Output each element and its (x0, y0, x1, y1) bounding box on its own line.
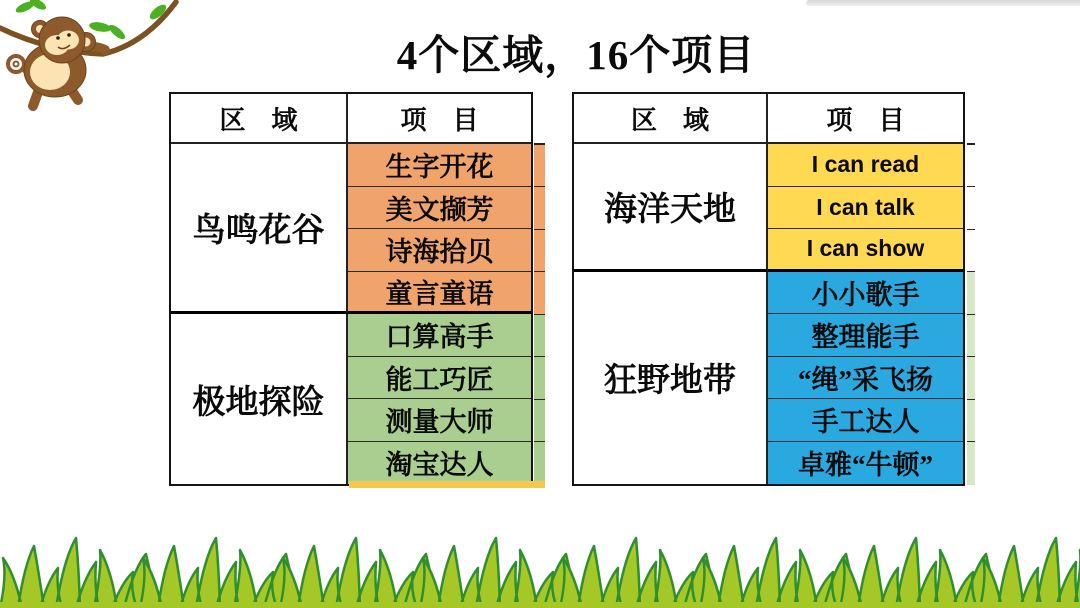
right-area-column-header: 区 域 (574, 94, 768, 144)
area-cell-kuangye: 狂野地带 (574, 272, 768, 485)
area-cell-niaoming: 鸟鸣花谷 (171, 144, 348, 314)
scrollbar-fragment (806, 0, 1080, 6)
cropped-yellow-row-strip (349, 481, 545, 488)
project-cell: 童言童语 (348, 272, 531, 315)
project-cell: I can show (768, 229, 963, 272)
left-area-column-header: 区 域 (171, 94, 348, 144)
project-cell: 手工达人 (768, 399, 963, 442)
right-item-column-header: 项 目 (768, 94, 963, 144)
project-cell: I can read (768, 144, 963, 187)
right-table-cropped-column (967, 92, 975, 485)
grass-border-icon (0, 530, 1080, 608)
project-cell: 卓雅“牛顿” (768, 442, 963, 485)
right-table (572, 92, 965, 486)
project-cell: I can talk (768, 187, 963, 230)
area-cell-haiyang: 海洋天地 (574, 144, 768, 272)
project-cell: 小小歌手 (768, 272, 963, 315)
left-table-cropped-column (534, 92, 545, 485)
project-cell: 美文撷芳 (348, 187, 531, 230)
left-table (169, 92, 533, 486)
project-cell: “绳”采飞扬 (768, 357, 963, 400)
project-cell: 整理能手 (768, 314, 963, 357)
project-cell: 淘宝达人 (348, 442, 531, 485)
project-cell: 能工巧匠 (348, 357, 531, 400)
project-cell: 测量大师 (348, 399, 531, 442)
project-cell: 口算高手 (348, 314, 531, 357)
project-cell: 生字开花 (348, 144, 531, 187)
area-cell-jidi: 极地探险 (171, 314, 348, 484)
monkey-on-vine-icon (0, 0, 190, 240)
slide-title: 4个区域，16个项目 (396, 32, 756, 78)
project-cell: 诗海拾贝 (348, 229, 531, 272)
left-item-column-header: 项 目 (348, 94, 531, 144)
